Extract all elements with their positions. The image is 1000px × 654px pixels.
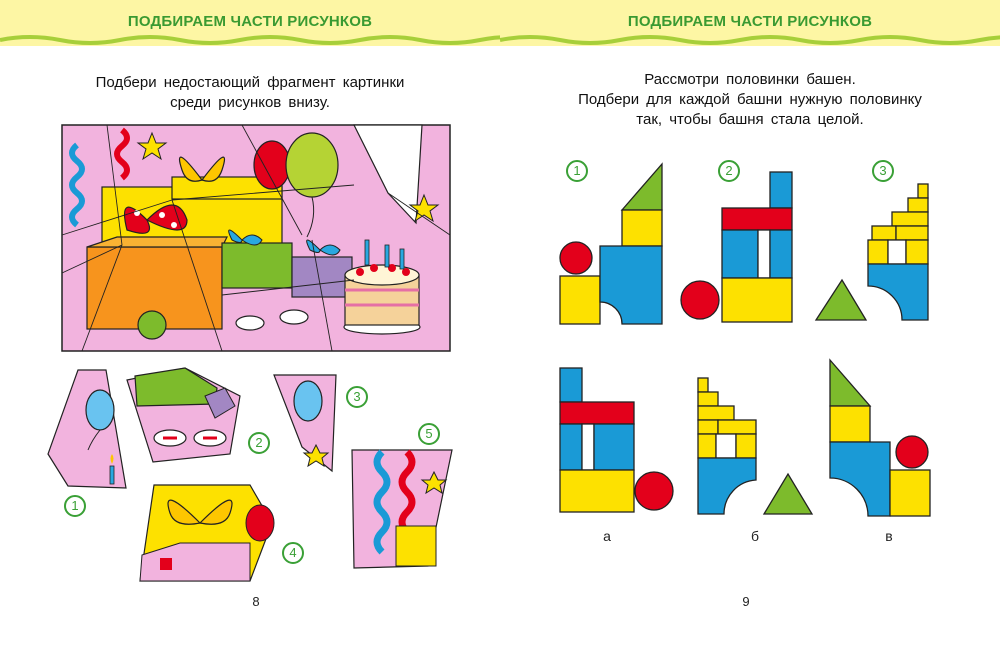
fragment-number-2: 2 — [248, 432, 270, 454]
tower-number-3: 3 — [872, 160, 894, 182]
right-header-title: ПОДБИРАЕМ ЧАСТИ РИСУНКОВ — [627, 13, 873, 30]
left-instruction-line-2: среди рисунков внизу. — [170, 94, 330, 111]
birthday-picture — [62, 125, 450, 351]
half-a[interactable] — [554, 366, 682, 516]
left-header — [0, 0, 500, 46]
half-b[interactable] — [696, 376, 814, 516]
right-instruction-line-1: Рассмотри половинки башен. — [644, 71, 856, 88]
left-page-number: 8 — [252, 594, 260, 609]
fragment-5[interactable] — [352, 448, 454, 570]
fragment-2[interactable] — [125, 366, 245, 466]
tower-2-half[interactable] — [678, 170, 798, 326]
header-wave — [500, 34, 1000, 48]
tower-1-half[interactable] — [556, 160, 668, 326]
half-label-a: а — [603, 528, 611, 544]
fragment-number-5: 5 — [418, 423, 440, 445]
tower-number-2: 2 — [718, 160, 740, 182]
fragment-number-4: 4 — [282, 542, 304, 564]
right-page — [500, 0, 1000, 654]
right-header — [500, 0, 1000, 46]
half-label-b: б — [750, 528, 760, 544]
half-label-v: в — [885, 528, 893, 544]
right-page-number: 9 — [742, 594, 750, 609]
fragment-4[interactable] — [140, 483, 276, 583]
fragment-3[interactable] — [272, 373, 340, 473]
left-instruction-line-1: Подбери недостающий фрагмент картинки — [95, 74, 405, 91]
fragment-number-3: 3 — [346, 386, 368, 408]
tower-number-1: 1 — [566, 160, 588, 182]
fragment-number-1: 1 — [64, 495, 86, 517]
tower-3-half[interactable] — [812, 182, 932, 324]
half-v[interactable] — [828, 356, 934, 520]
right-instruction-line-2: Подбери для каждой башни нужную половинку — [578, 91, 922, 108]
fragment-1[interactable] — [48, 368, 130, 490]
right-instruction-line-3: так, чтобы башня стала целой. — [636, 111, 864, 128]
left-header-title: ПОДБИРАЕМ ЧАСТИ РИСУНКОВ — [127, 13, 373, 30]
header-wave — [0, 34, 500, 48]
